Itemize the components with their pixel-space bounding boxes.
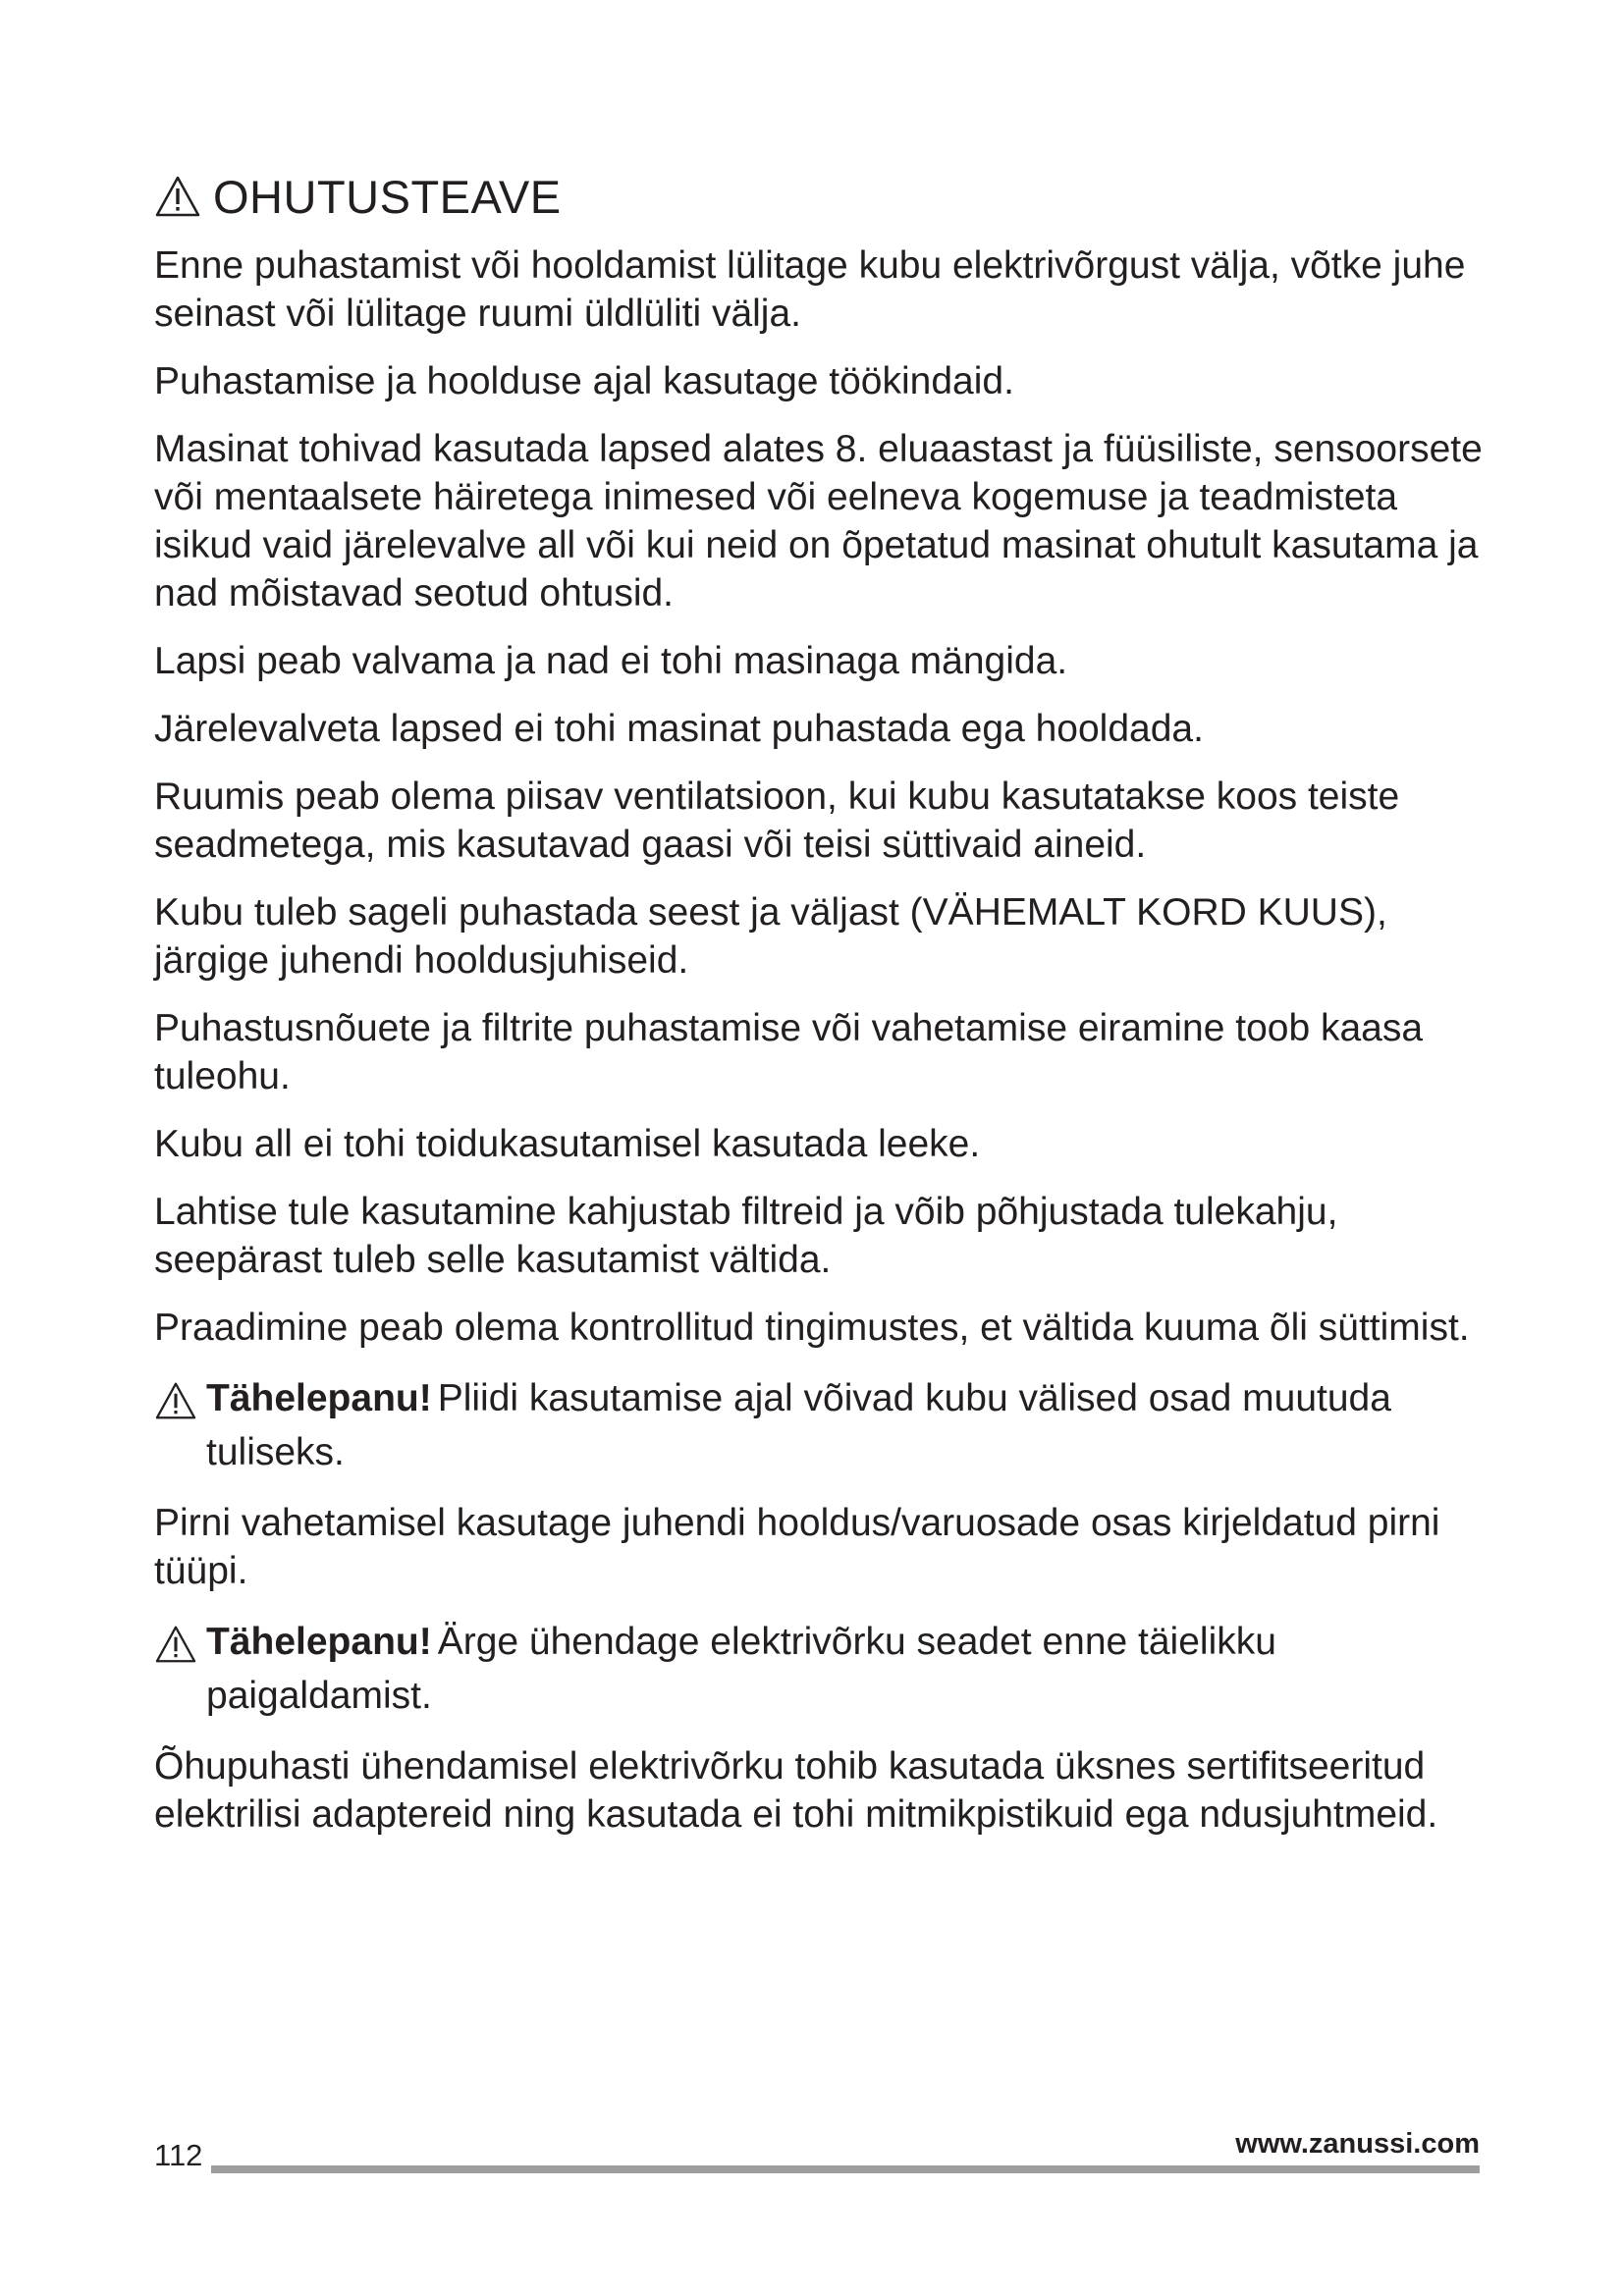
paragraph: Praadimine peab olema kontrollitud tingimustes, et vältida kuuma õli süttimist. bbox=[154, 1307, 1470, 1349]
paragraph: Masinat tohivad kasutada lapsed alates 8. eluaastast ja füüsiliste, sensoorsete või mentaalsete häiretega inimesed või eelneva kogemuse ja teadmisteta isikud vaid järelevalve all või kui neid on õpetatud masinat ohutult kasutama ja nad mõistavad seotud ohtusid. bbox=[154, 428, 1483, 614]
paragraph: Puhastamise ja hoolduse ajal kasutage töökindaid. bbox=[154, 360, 1014, 402]
page-footer bbox=[154, 2128, 1480, 2177]
caution-text: Ärge ühendage elektrivõrku seadet enne täielikku paigaldamist. bbox=[206, 1621, 1276, 1717]
section-heading bbox=[154, 165, 1489, 228]
caution-label: Tähelepanu! bbox=[206, 1377, 432, 1419]
paragraph: Kubu tuleb sageli puhastada seest ja väljast (VÄHEMALT KORD KUUS), järgige juhendi hooldusjuhiseid. bbox=[154, 891, 1387, 982]
caution-note bbox=[154, 1371, 1489, 1479]
page-content bbox=[154, 165, 1489, 1858]
paragraph: Lahtise tule kasutamine kahjustab filtreid ja võib põhjustada tulekahju, seepärast tuleb selle kasutamist vältida. bbox=[154, 1191, 1338, 1281]
page-number: 112 bbox=[154, 2138, 203, 2172]
caution-text: Pliidi kasutamise ajal võivad kubu välised osad muutuda tuliseks. bbox=[206, 1377, 1391, 1473]
paragraph: Enne puhastamist või hooldamist lülitage kubu elektrivõrgust välja, võtke juhe seinast või lülitage ruumi üldlüliti välja. bbox=[154, 244, 1466, 335]
paragraph: Õhupuhasti ühendamisel elektrivõrku tohib kasutada üksnes sertifitseeritud elektrilisi adaptereid ning kasutada ei tohi mitmikpistikuid ega ndusjuhtmeid. bbox=[154, 1745, 1438, 1836]
caution-note bbox=[154, 1615, 1489, 1723]
paragraph: Lapsi peab valvama ja nad ei tohi masinaga mängida. bbox=[154, 640, 1068, 682]
warning-icon bbox=[154, 1625, 197, 1664]
paragraph: Ruumis peab olema piisav ventilatsioon, kui kubu kasutatakse koos teiste seadmetega, mis kasutavad gaasi või teisi süttivaid aineid. bbox=[154, 775, 1400, 866]
caution-label: Tähelepanu! bbox=[206, 1621, 432, 1663]
paragraph: Pirni vahetamisel kasutage juhendi hooldus/varuosade osas kirjeldatud pirni tüüpi. bbox=[154, 1502, 1440, 1592]
paragraph: Kubu all ei tohi toidukasutamisel kasutada leeke. bbox=[154, 1123, 981, 1165]
warning-icon bbox=[154, 175, 201, 218]
paragraph: Puhastusnõuete ja filtrite puhastamise või vahetamise eiramine toob kaasa tuleohu. bbox=[154, 1007, 1424, 1097]
section-title: OHUTUSTEAVE bbox=[213, 170, 562, 223]
website-link[interactable]: www.zanussi.com bbox=[1235, 2128, 1480, 2160]
footer-rule bbox=[211, 2165, 1480, 2173]
warning-icon bbox=[154, 1381, 197, 1420]
paragraph: Järelevalveta lapsed ei tohi masinat puhastada ega hooldada. bbox=[154, 708, 1204, 750]
